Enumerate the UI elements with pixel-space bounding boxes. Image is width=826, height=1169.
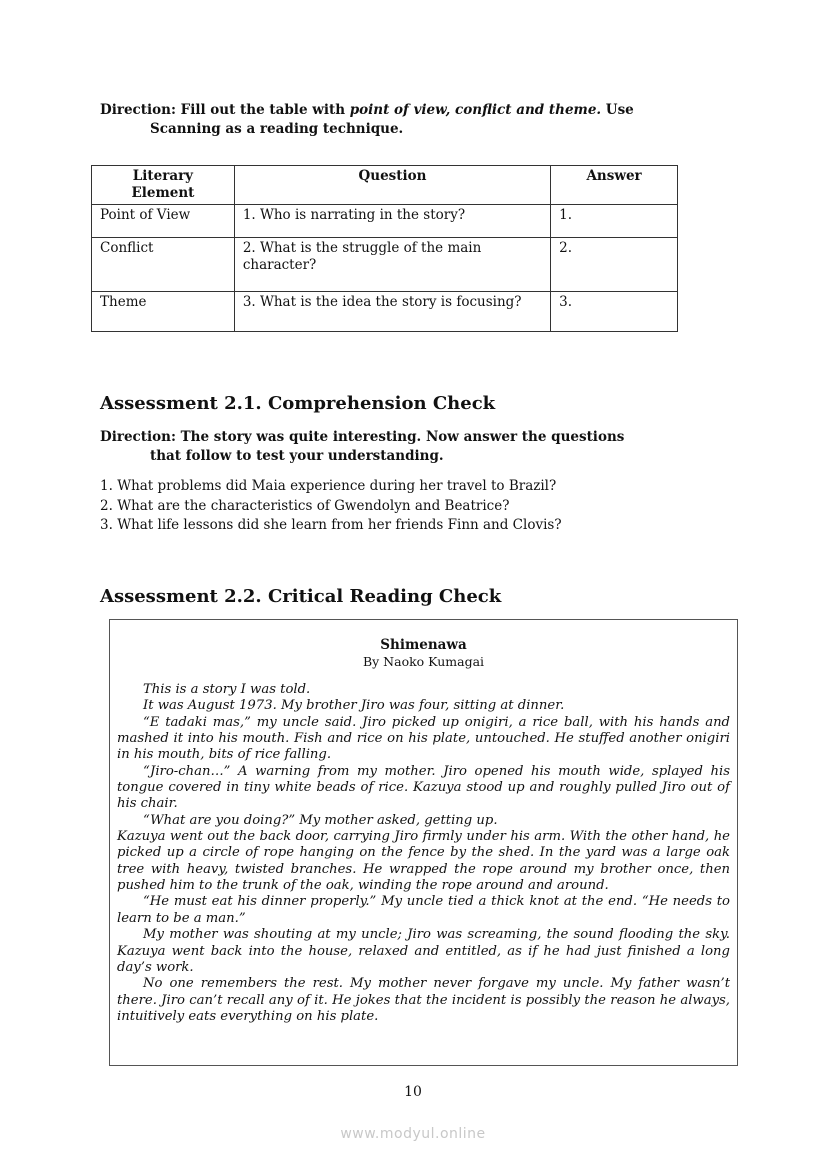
story-paragraph: Kazuya went out the back door, carrying Jiro firmly under his arm. With the other hand, he picked up a circle of rope hanging on the fence by the shed. In the yard was a large oak tree with heavy, twisted branches. He wrapped the rope around my brother once, then pushed him to the trunk of the oak, winding the rope around and around. bbox=[117, 829, 730, 894]
question-item bbox=[100, 516, 562, 536]
story-paragraph: It was August 1973. My brother Jiro was four, sitting at dinner. bbox=[143, 698, 565, 714]
question-cell: 2. What is the struggle of the main character? bbox=[234, 238, 550, 292]
comprehension-questions bbox=[100, 477, 562, 536]
table-row bbox=[92, 205, 678, 238]
question-number: 3. bbox=[100, 517, 113, 533]
literary-elements-table bbox=[91, 165, 678, 332]
table-direction bbox=[100, 101, 720, 139]
answer-cell[interactable]: 1. bbox=[551, 205, 678, 238]
story-title: Shimenawa bbox=[380, 637, 467, 653]
story-paragraph: “He must eat his dinner properly.” My uncle tied a thick knot at the end. “He needs to learn to be a man.” bbox=[117, 894, 730, 926]
story-paragraph: “Jiro-chan…” A warning from my mother. Jiro opened his mouth wide, splayed his tongue covered in tiny white beads of rice. Kazuya stood up and roughly pulled Jiro out of his chair. bbox=[117, 763, 730, 812]
question-number: 1. bbox=[100, 478, 113, 494]
assessment-2-1-heading: Assessment 2.1. Comprehension Check bbox=[100, 393, 496, 414]
assessment-2-2-heading: Assessment 2.2. Critical Reading Check bbox=[100, 586, 502, 607]
question-number: 2. bbox=[100, 497, 113, 514]
question-item bbox=[100, 497, 562, 517]
answer-cell[interactable]: 2. bbox=[551, 238, 678, 292]
comprehension-direction bbox=[100, 428, 740, 466]
header-answer: Answer bbox=[551, 166, 678, 205]
story-box bbox=[109, 619, 738, 1066]
question-cell: 1. Who is narrating in the story? bbox=[234, 205, 550, 238]
question-text: What problems did Maia experience during her travel to Brazil? bbox=[117, 478, 557, 494]
table-row bbox=[92, 292, 678, 332]
direction-text-end: Use bbox=[601, 102, 634, 118]
direction-text: Direction: Fill out the table with bbox=[100, 102, 350, 118]
question-item bbox=[100, 477, 562, 497]
story-paragraph: This is a story I was told. bbox=[143, 682, 311, 697]
direction-line2: that follow to test your understanding. bbox=[150, 448, 444, 464]
element-cell: Point of View bbox=[92, 205, 235, 238]
question-text: What are the characteristics of Gwendolyn and Beatrice? bbox=[117, 497, 510, 514]
direction-line1: Direction: The story was quite interesting. Now answer the questions bbox=[100, 429, 625, 445]
question-cell: 3. What is the idea the story is focusing? bbox=[234, 292, 550, 332]
question-text: What life lessons did she learn from her friends Finn and Clovis? bbox=[117, 517, 562, 533]
story-author: By Naoko Kumagai bbox=[362, 654, 485, 669]
table-row bbox=[92, 238, 678, 292]
element-cell: Theme bbox=[92, 292, 235, 332]
story-paragraph: No one remembers the rest. My mother never forgave my uncle. My father wasn’t there. Jiro can’t recall any of it. He jokes that the incident is possibly the reason he always, intuitively eats everything on his plate. bbox=[117, 976, 730, 1024]
story-text bbox=[117, 682, 730, 1025]
direction-line2: Scanning as a reading technique. bbox=[150, 121, 404, 137]
story-paragraph: “What are you doing?” My mother asked, getting up. bbox=[143, 812, 498, 828]
story-paragraph: “E tadaki mas,” my uncle said. Jiro picked up onigiri, a rice ball, with his hands and mashed it into his mouth. Fish and rice on his plate, untouched. He stuffed another onigiri in his mouth, bits of rice falling. bbox=[117, 714, 730, 763]
page-number: 10 bbox=[404, 1084, 422, 1100]
answer-cell[interactable]: 3. bbox=[551, 292, 678, 332]
header-question: Question bbox=[234, 166, 550, 205]
direction-emphasis: point of view, conflict and theme. bbox=[349, 102, 602, 118]
story-paragraph: My mother was shouting at my uncle; Jiro was screaming, the sound flooding the sky. Kazuya went back into the house, relaxed and entitled, as if he had just finished a long day’s work. bbox=[117, 927, 730, 975]
header-literary-element: Literary Element bbox=[92, 166, 235, 205]
element-cell: Conflict bbox=[92, 238, 235, 292]
table-header-row bbox=[92, 166, 678, 205]
watermark: www.modyul.online bbox=[340, 1126, 486, 1142]
